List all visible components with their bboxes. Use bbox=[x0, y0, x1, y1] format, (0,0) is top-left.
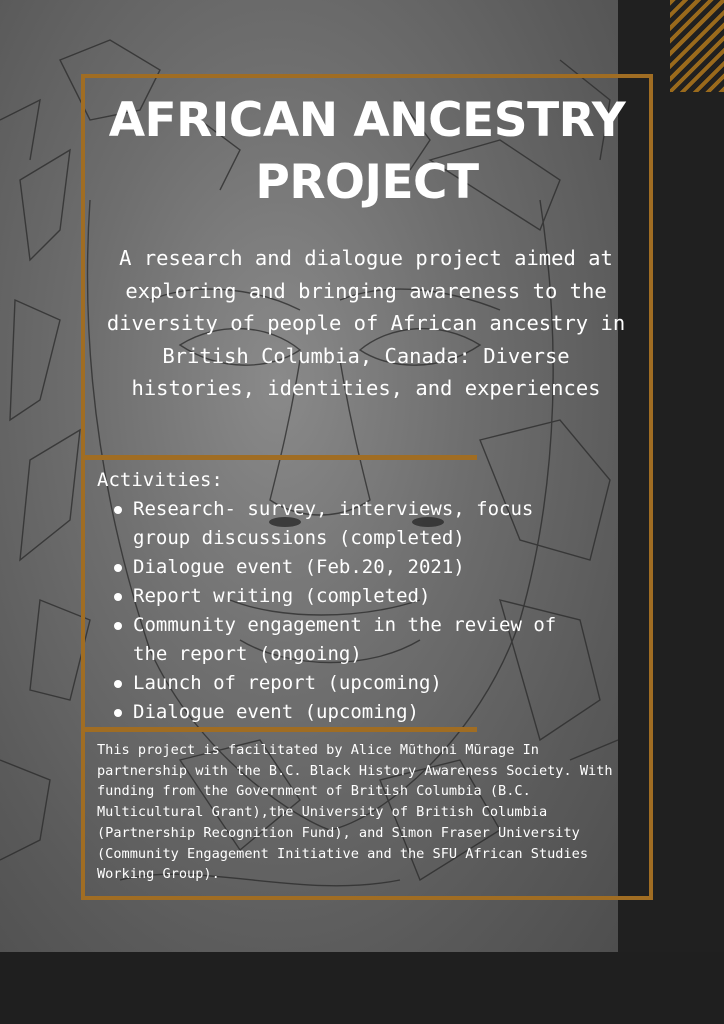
divider-top bbox=[81, 455, 477, 460]
activity-item: Research- survey, interviews, focus group discussions (completed) bbox=[105, 495, 585, 553]
activity-item: Community engagement in the review of the report (ongoing) bbox=[105, 611, 585, 669]
activities-list bbox=[105, 495, 585, 727]
activity-item: Dialogue event (upcoming) bbox=[105, 698, 585, 727]
activities-heading: Activities: bbox=[97, 469, 223, 491]
poster-title: AFRICAN ANCESTRY PROJECT bbox=[108, 93, 626, 210]
bottom-dark-strip bbox=[0, 952, 724, 1024]
activity-item: Report writing (completed) bbox=[105, 582, 585, 611]
project-description: A research and dialogue project aimed at exploring and bringing awareness to the diversity of people of African ancestry in British Columbia, Canada: Diverse histories, identities, and experiences bbox=[106, 246, 626, 400]
credits-text: This project is facilitated by Alice Mũthoni Mũrage In partnership with the B.C. Black History Awareness Society. With funding from the Government of British Columbia (B.C. Multicultural Grant),the University of British Columbia (Partnership Recognition Fund), and Simon Fraser University (Community Engagement Initiative and the SFU African Studies Working Group). bbox=[97, 742, 613, 883]
activity-item: Dialogue event (Feb.20, 2021) bbox=[105, 553, 585, 582]
activity-item: Launch of report (upcoming) bbox=[105, 669, 585, 698]
corner-hatch-pattern bbox=[670, 0, 724, 92]
divider-bottom bbox=[81, 727, 477, 732]
